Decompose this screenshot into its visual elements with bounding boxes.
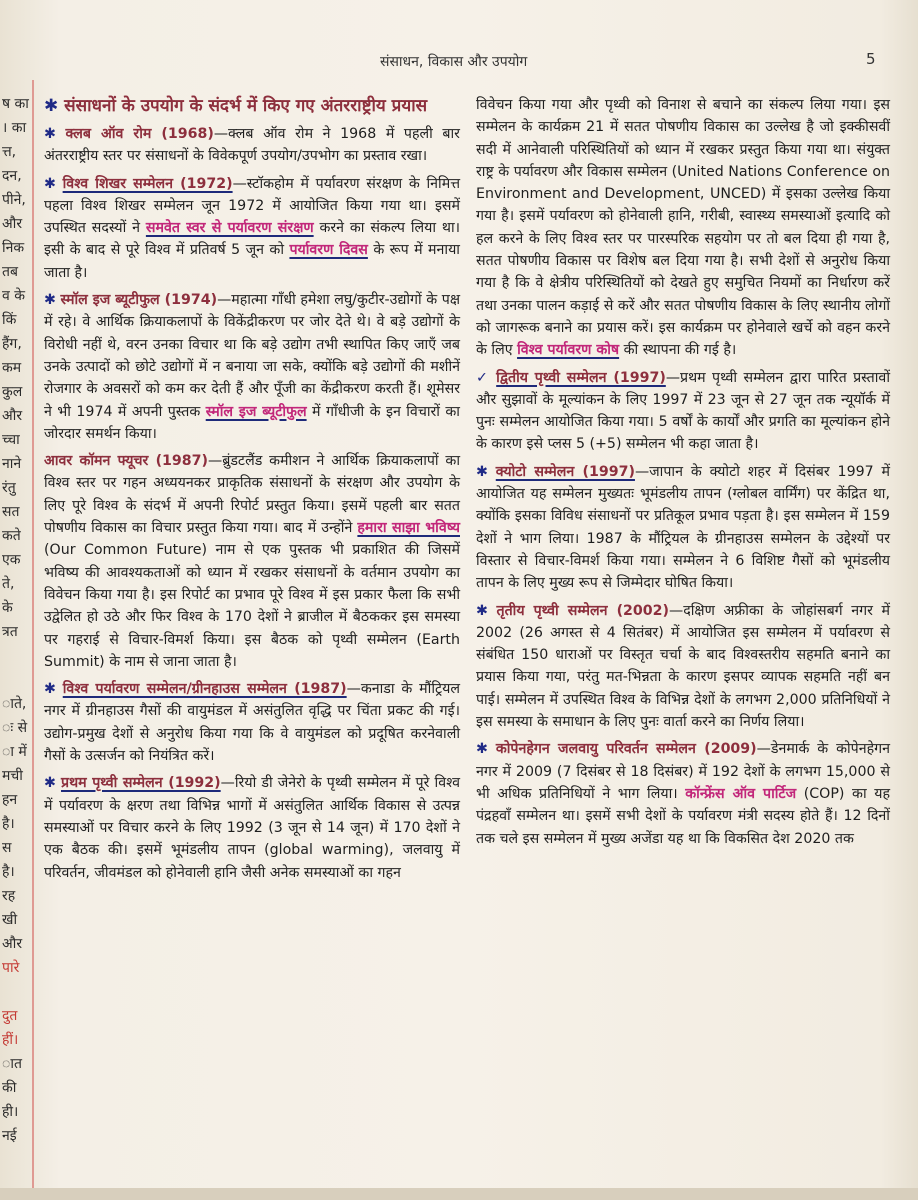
- gutter-fragment: पारे: [2, 960, 20, 976]
- gutter-fragment: ाते,: [2, 696, 27, 712]
- gutter-fragment: तब: [2, 264, 18, 280]
- entry-heading: कोपेनहेगन जलवायु परिवर्तन सम्मेलन (2009): [495, 741, 757, 758]
- highlight-term: विश्व पर्यावरण कोष: [517, 342, 620, 359]
- entry-heading: द्वितीय पृथ्वी सम्मेलन (1997): [496, 369, 666, 386]
- entry-heading: विश्व पर्यावरण सम्मेलन/ग्रीनहाउस सम्मेलन (1987): [62, 681, 347, 698]
- gutter-fragment: स: [2, 840, 12, 856]
- gutter-fragment: त्त,: [2, 144, 17, 160]
- entry-body: —रियो डी जेनेरो के पृथ्वी सम्मेलन में पूरे विश्व में पर्यावरण के क्षरण तथा विभिन्न भागों में असंतुलित आर्थिक विकास से उत्पन्न समस्याओं पर विचार करने के लिए 1992 (3 जून से 14 जून) में 170 देशों ने एक बैठक की। इसमें भूमंडलीय तापन (global warming), जलवायु में परिवर्तन, जीवमंडल को होनेवाली हानि जैसी अनेक समस्याओं का गहन: [44, 775, 460, 881]
- highlight-term: पर्यावरण दिवस: [289, 242, 368, 259]
- entry-body: में गाँधीजी के इन विचारों का जोरदार समर्थन किया।: [44, 403, 460, 442]
- page-bottom-edge: [0, 1188, 918, 1200]
- page-number: 5: [866, 50, 876, 68]
- entry-body: के रूप में मनाया जाता है।: [44, 242, 460, 281]
- gutter-fragment: खी: [2, 912, 18, 928]
- gutter-fragment: रह: [2, 888, 16, 904]
- gutter-fragment: कुल: [2, 384, 23, 400]
- entry-club-of-rome: [44, 123, 460, 168]
- gutter-fragment: निक: [2, 240, 25, 256]
- entry-body: —जापान के क्योटो शहर में दिसंबर 1997 में आयोजित यह सम्मेलन मुख्यतः भूमंडलीय तापन (ग्लोबल वार्मिंग) पर केंद्रित था, क्योंकि इसका विविध संसाधनों पर प्रतिकूल प्रभाव पड़ता है। इस सम्मेलन में 159 देशों ने भाग लिया। 1987 के मौंट्रियल के ग्रीनहाउस सम्मेलन के उद्देश्यों पर विस्तार से विचार-विमर्श किया गया। सम्मेलन ने 6 विशिष्ट गैसों को भूमंडलीय तापन के लिए मुख्य रूप से जिम्मेदार घोषित किया।: [476, 463, 890, 592]
- gutter-fragment: ा में: [2, 744, 27, 760]
- asterisk-mark-icon: ✱: [44, 292, 56, 309]
- asterisk-mark-icon: ✱: [476, 463, 488, 480]
- entry-heading: स्मॉल इज ब्यूटीफुल (1974): [60, 292, 218, 309]
- entry-heading: तृतीय पृथ्वी सम्मेलन (2002): [496, 602, 670, 619]
- entry-world-summit-1972: [44, 173, 460, 284]
- gutter-fragment: ः से: [2, 720, 28, 736]
- gutter-fragment: और: [2, 936, 23, 952]
- gutter-fragment: ष का: [2, 96, 29, 112]
- entry-body: —कनाडा के मौंट्रियल नगर में ग्रीनहाउस गैसों की वायुमंडल में असंतुलित वृद्धि पर चिंता प्रकट की गई। उद्योग-प्रमुख देशों से अनुरोध किया गया कि वे वायुमंडल को प्रदूषित करनेवाली गैसों के उत्सर्जन को नियंत्रित करें।: [44, 681, 460, 765]
- gutter-fragment: एक: [2, 552, 21, 568]
- continuation-paragraph: [476, 94, 890, 362]
- section-title: [44, 94, 460, 118]
- entry-body: —डेनमार्क के कोपेनहेगन नगर में 2009 (7 दिसंबर से 18 दिसंबर) में 192 देशों के लगभग 15,000 से भी अधिक प्रतिनिधियों ने भाग लिया।: [476, 741, 890, 802]
- gutter-fragment: मची: [2, 768, 23, 784]
- asterisk-mark-icon: ✱: [44, 175, 56, 192]
- asterisk-mark-icon: ✱: [476, 741, 488, 758]
- highlight-term: हमारा साझा भविष्य: [357, 520, 460, 537]
- gutter-fragment: है।: [2, 864, 15, 880]
- entry-body: (COP) का यह पंद्रहवाँ सम्मेलन था। इसमें सभी देशों के पर्यावरण मंत्री सदस्य होते हैं। 12 दिनों तक चले इस सम्मेलन में मुख्य अजेंडा यह था कि विकसित देश 2020 तक: [476, 785, 891, 847]
- gutter-fragment: पीने,: [2, 192, 26, 208]
- highlight-term: स्मॉल इज ब्यूटीफुल: [205, 403, 307, 420]
- entry-body: (Our Common Future) नाम से एक पुस्तक भी प्रकाशित की जिसमें भविष्य की आवश्यकताओं को ध्यान में रखकर संसाधनों के वर्तमान उपयोग का विवेचन किया गया है। इस रिपोर्ट का प्रभाव पूरे विश्व में इस प्रकार फैला कि सभी उद्वेलित हो उठे और फिर विश्व के 170 देशों ने ब्राजील में बैठककर इस समस्या पर गहराई से विचार-विमर्श किया। इस बैठक को पृथ्वी सम्मेलन (Earth Summit) के नाम से जाना जाता है।: [44, 542, 460, 670]
- gutter-fragment: कम: [2, 360, 22, 376]
- entry-third-earth-summit: [476, 600, 890, 734]
- check-mark-icon: ✓: [476, 369, 490, 386]
- gutter-fragment: व के: [2, 288, 25, 304]
- entry-first-earth-summit: [44, 772, 460, 883]
- entry-greenhouse-1987: [44, 678, 460, 767]
- entry-body: —स्टॉकहोम में पर्यावरण संरक्षण के निमित्त पहला विश्व शिखर सम्मेलन जून 1972 में आयोजित किया गया था। इसमें उपस्थित सदस्यों ने: [44, 175, 460, 237]
- previous-page-gutter: [0, 90, 30, 1200]
- right-column: [476, 94, 890, 855]
- gutter-fragment: किं: [2, 312, 17, 328]
- entry-heading: प्रथम पृथ्वी सम्मेलन (1992): [61, 775, 221, 792]
- asterisk-mark-icon: ✱: [44, 775, 56, 792]
- gutter-fragment: च्चा: [2, 432, 20, 448]
- gutter-fragment: नाने: [2, 456, 22, 472]
- gutter-fragment: और: [2, 216, 23, 232]
- gutter-fragment: हैंग,: [2, 336, 22, 352]
- asterisk-mark-icon: ✱: [44, 681, 56, 698]
- entry-body: —ब्रुंडटलैंड कमीशन ने आर्थिक क्रियाकलापों का विश्व स्तर पर गहन अध्ययनकर प्राकृतिक संसाधनों के संरक्षण और उपयोग के लिए पूरे विश्व के संदर्भ में अपनी रिपोर्ट प्रस्तुत किया। इसमें पहली बार सतत पोषणीय विकास का विचार प्रस्तुत किया गया। बाद में उन्होंने: [44, 453, 461, 537]
- gutter-fragment: । का: [2, 120, 27, 136]
- gutter-fragment: दन,: [2, 168, 22, 184]
- gutter-fragment: सत: [2, 504, 20, 520]
- gutter-fragment: रंतु: [2, 480, 16, 496]
- gutter-fragment: त्रत: [2, 624, 18, 640]
- gutter-fragment: हन: [2, 792, 18, 808]
- gutter-fragment: कते: [2, 528, 21, 544]
- left-column: [44, 94, 460, 889]
- entry-body: —महात्मा गाँधी हमेशा लघु/कुटीर-उद्योगों के पक्ष में रहे। वे आर्थिक क्रियाकलापों के विकेंद्रीकरण पर जोर देते थे। वे बड़े उद्योगों के विरोधी नहीं थे, वरन उनका विचार था कि बड़े उद्योग तभी स्थापित किए जाएँ जब उनके उत्पादों को छोटे उद्योगों में न बनाया जा सके, क्योंकि बड़े उद्योगों की मशीनें रोजगार के अवसरों को कम कर देती हैं और पूँजी का केंद्रीकरण करती हैं। शूमेसर ने भी 1974 में अपनी पुस्तक: [44, 292, 460, 420]
- running-head: संसाधन, विकास और उपयोग: [380, 54, 528, 70]
- asterisk-mark-icon: ✱: [44, 96, 59, 116]
- asterisk-mark-icon: ✱: [476, 602, 488, 619]
- entry-kyoto: [476, 461, 890, 595]
- entry-heading: क्योटो सम्मेलन (1997): [495, 463, 635, 480]
- entry-our-common-future: [44, 450, 460, 673]
- gutter-fragment: ते,: [2, 576, 15, 592]
- entry-heading: विश्व शिखर सम्मेलन (1972): [62, 175, 233, 192]
- entry-body: —दक्षिण अफ्रीका के जोहांसबर्ग नगर में 2002 (26 अगस्त से 4 सितंबर) में आयोजित इस सम्मेलन में पर्यावरण से संबंधित 150 धाराओं पर विस्तृत चर्चा के बाद विश्वस्तरीय सहमति बनाने का प्रयास किया गया, परंतु मत-भिन्नता के कारण इसपर व्यापक सहमति नहीं बन पाई। सम्मेलन में उपस्थित विश्व के विभिन्न देशों के लगभग 2,000 प्रतिनिधियों ने इस समस्या के समाधान के लिए पुनः वार्ता करने का निर्णय लिया।: [476, 602, 890, 731]
- entry-heading: आवर कॉमन फ्यूचर (1987): [44, 453, 209, 470]
- gutter-fragment: दुत: [2, 1008, 18, 1024]
- margin-rule: [32, 80, 34, 1200]
- entry-heading: क्लब ऑव रोम (1968): [65, 126, 214, 142]
- highlight-term: कॉन्फ्रेंस ऑव पार्टिज: [685, 785, 797, 802]
- asterisk-mark-icon: ✱: [44, 126, 56, 142]
- gutter-fragment: हीं।: [2, 1032, 19, 1048]
- entry-small-is-beautiful: [44, 289, 460, 445]
- entry-body: की स्थापना की गई है।: [619, 342, 737, 359]
- highlight-term: समवेत स्वर से पर्यावरण संरक्षण: [145, 220, 314, 237]
- gutter-fragment: की: [2, 1080, 17, 1096]
- entry-copenhagen: [476, 738, 890, 849]
- entry-body: करने का संकल्प लिया था। इसी के बाद से पूरे विश्व में प्रतिवर्ष 5 जून को: [44, 220, 460, 259]
- gutter-fragment: ात: [2, 1056, 22, 1072]
- gutter-fragment: नई: [2, 1128, 17, 1144]
- entry-second-earth-summit: [476, 367, 890, 456]
- gutter-fragment: है।: [2, 816, 15, 832]
- entry-body: —क्लब ऑव रोम ने 1968 में पहली बार अंतरराष्ट्रीय स्तर पर संसाधनों के विवेकपूर्ण उपयोग/उपभोग का प्रस्ताव रखा।: [44, 126, 460, 165]
- section-title-text: संसाधनों के उपयोग के संदर्भ में किए गए अंतरराष्ट्रीय प्रयास: [64, 96, 428, 116]
- entry-body: विवेचन किया गया और पृथ्वी को विनाश से बचाने का संकल्प लिया गया। इस सम्मेलन के कार्यक्रम 21 में सतत पोषणीय विकास का उल्लेख है जो इक्कीसवीं सदी में आनेवाली परिस्थितियों को ध्यान में रखकर प्रस्तुत किया गया था। संयुक्त राष्ट्र के पर्यावरण और विकास सम्मेलन (United Nations Conference on Environment and Development, UNCED) में इसका उल्लेख किया गया है। इसमें पर्यावरण को होनेवाली हानि, गरीबी, स्वास्थ्य समस्याओं इत्यादि को हल करने के लिए विश्व स्तर पर पारस्परिक सहयोग पर तो बल दिया ही गया है, सतत पोषणीय विकास पर विशेष बल दिया गया है। सभी देशों से अनुरोध किया गया है कि वे क्षेत्रीय परिस्थितियों को देखते हुए समुचित नियमों का निर्धारण करें तथा उनका पालन कड़ाई से करें और सतत पोषणीय विकास के लिए स्थानीय लोगों को जागरूक बनाने का प्रयास करें। इस कार्यक्रम पर होनेवाले खर्चे को वहन करने के लिए: [476, 97, 890, 359]
- entry-body: —प्रथम पृथ्वी सम्मेलन द्वारा पारित प्रस्तावों और सुझावों के मूल्यांकन के लिए 1997 में 23 जून से 27 जून तक न्यूयॉर्क में पुनः सम्मेलन आयोजित किया गया। 5 वर्षों के कार्यों और प्रगति का मूल्यांकन होने के कारण इसे प्लस 5 (+5) सम्मेलन भी कहा जाता है।: [476, 369, 890, 453]
- gutter-fragment: और: [2, 408, 23, 424]
- gutter-fragment: ही।: [2, 1104, 19, 1120]
- gutter-fragment: के: [2, 600, 13, 616]
